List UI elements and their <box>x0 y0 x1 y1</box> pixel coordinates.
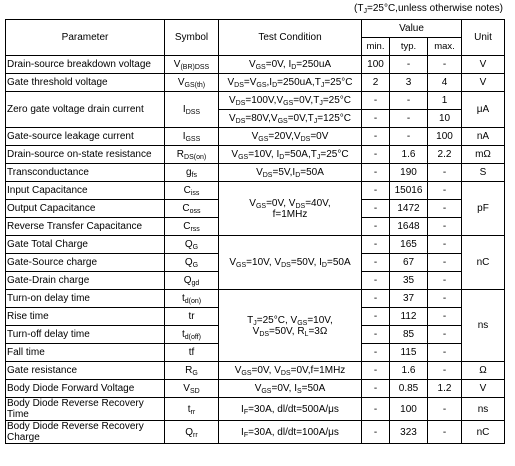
table-row <box>6 74 505 92</box>
min-cell: 100 <box>362 56 390 74</box>
symbol-cell: $V_{SD}$ <box>165 380 219 398</box>
min-cell: - <box>362 164 390 182</box>
max-cell: - <box>428 421 462 444</box>
parameter-cell: Turn-on delay time <box>6 290 165 308</box>
parameter-cell: Gate-source leakage current <box>6 128 165 146</box>
symbol-cell: $Q_G$ <box>165 236 219 254</box>
min-cell: - <box>362 110 390 128</box>
table-row <box>6 236 505 254</box>
condition-cell: $I_F=30A$, dl/dt=100A/μs <box>219 421 362 444</box>
typ-cell: 3 <box>390 74 428 92</box>
min-cell: - <box>362 128 390 146</box>
unit-cell: V <box>462 74 505 92</box>
header-test-condition: Test Condition <box>219 20 362 56</box>
typ-cell: 323 <box>390 421 428 444</box>
unit-cell: ns <box>462 398 505 421</box>
min-cell: - <box>362 182 390 200</box>
parameter-cell: Gate resistance <box>6 362 165 380</box>
min-cell: - <box>362 380 390 398</box>
typ-cell: - <box>390 56 428 74</box>
condition-cell: $T_J=25^\circ C$, $V_{GS}=10V$, $V_{DS}=50V$, $R_L=3\Omega$ <box>219 290 362 362</box>
header-value: Value <box>362 20 462 38</box>
symbol-cell: $C_{rss}$ <box>165 218 219 236</box>
min-cell: - <box>362 272 390 290</box>
typ-cell: 1.6 <box>390 362 428 380</box>
condition-cell: $V_{DS}=80V,V_{GS}=0V,T_J=125^\circ C$ <box>219 110 362 128</box>
symbol-cell: tr <box>165 308 219 326</box>
min-cell: - <box>362 236 390 254</box>
min-cell: - <box>362 200 390 218</box>
max-cell: - <box>428 290 462 308</box>
header-symbol: Symbol <box>165 20 219 56</box>
condition-cell: $I_F=30A$, dl/dt=500A/μs <box>219 398 362 421</box>
parameter-cell: Fall time <box>6 344 165 362</box>
min-cell: - <box>362 362 390 380</box>
min-cell: - <box>362 421 390 444</box>
test-condition-note: ($T_J=25^\circ C,unless$ otherwise notes) <box>354 3 503 15</box>
condition-cell: $V_{GS}=0V$, $V_{DS}=40V$, f=1MHz <box>219 182 362 236</box>
symbol-cell: $V_{GS(th)}$ <box>165 74 219 92</box>
header-typ: typ. <box>390 38 428 56</box>
max-cell: 2.2 <box>428 146 462 164</box>
symbol-cell: $R_{DS(on)}$ <box>165 146 219 164</box>
parameter-cell: Input Capacitance <box>6 182 165 200</box>
typ-cell: 67 <box>390 254 428 272</box>
unit-cell: nC <box>462 236 505 290</box>
table-row <box>6 56 505 74</box>
table-row <box>6 92 505 110</box>
max-cell: - <box>428 218 462 236</box>
unit-cell: ns <box>462 290 505 362</box>
parameter-cell: Body Diode Reverse Recovery Charge <box>6 421 165 444</box>
table-row <box>6 398 505 421</box>
max-cell: - <box>428 362 462 380</box>
max-cell: 4 <box>428 74 462 92</box>
header-parameter: Parameter <box>6 20 165 56</box>
max-cell: - <box>428 308 462 326</box>
header-min: min. <box>362 38 390 56</box>
unit-cell: V <box>462 380 505 398</box>
symbol-cell: $C_{oss}$ <box>165 200 219 218</box>
symbol-cell: $I_{GSS}$ <box>165 128 219 146</box>
typ-cell: 115 <box>390 344 428 362</box>
min-cell: - <box>362 344 390 362</box>
min-cell: - <box>362 218 390 236</box>
typ-cell: 85 <box>390 326 428 344</box>
table-row <box>6 182 505 200</box>
typ-cell: 1.6 <box>390 146 428 164</box>
max-cell: - <box>428 200 462 218</box>
parameter-cell: Gate-Source charge <box>6 254 165 272</box>
unit-cell: nC <box>462 421 505 444</box>
parameter-cell: Turn-off delay time <box>6 326 165 344</box>
symbol-cell: $t_{rr}$ <box>165 398 219 421</box>
symbol-cell: $I_{DSS}$ <box>165 92 219 128</box>
min-cell: - <box>362 254 390 272</box>
condition-cell: $V_{GS}=10V$, $V_{DS}=50V$, $I_D=50A$ <box>219 236 362 290</box>
max-cell: - <box>428 272 462 290</box>
max-cell: 10 <box>428 110 462 128</box>
header-max: max. <box>428 38 462 56</box>
min-cell: - <box>362 308 390 326</box>
parameter-cell: Reverse Transfer Capacitance <box>6 218 165 236</box>
unit-cell: μA <box>462 92 505 128</box>
symbol-cell: $t_{d(off)}$ <box>165 326 219 344</box>
symbol-cell: $R_G$ <box>165 362 219 380</box>
min-cell: - <box>362 146 390 164</box>
parameter-cell: Body Diode Forward Voltage <box>6 380 165 398</box>
typ-cell: 100 <box>390 398 428 421</box>
symbol-cell: $C_{iss}$ <box>165 182 219 200</box>
parameter-cell: Zero gate voltage drain current <box>6 92 165 128</box>
unit-cell: pF <box>462 182 505 236</box>
min-cell: - <box>362 92 390 110</box>
condition-cell: $V_{DS}=V_{GS},I_D=250uA,T_J=25^\circ C$ <box>219 74 362 92</box>
electrical-characteristics-table <box>5 19 505 444</box>
parameter-cell: Transconductance <box>6 164 165 182</box>
parameter-cell: Rise time <box>6 308 165 326</box>
table-row <box>6 128 505 146</box>
min-cell: - <box>362 326 390 344</box>
typ-cell: 1648 <box>390 218 428 236</box>
unit-cell: S <box>462 164 505 182</box>
max-cell: 100 <box>428 128 462 146</box>
typ-cell: 15016 <box>390 182 428 200</box>
symbol-cell: $Q_{gd}$ <box>165 272 219 290</box>
unit-cell: V <box>462 56 505 74</box>
typ-cell: 112 <box>390 308 428 326</box>
table-row <box>6 164 505 182</box>
symbol-cell: $Q_G$ <box>165 254 219 272</box>
typ-cell: - <box>390 110 428 128</box>
unit-cell: nA <box>462 128 505 146</box>
typ-cell: 190 <box>390 164 428 182</box>
min-cell: - <box>362 290 390 308</box>
condition-cell: $V_{GS}=20V,V_{DS}=0V$ <box>219 128 362 146</box>
max-cell: 1 <box>428 92 462 110</box>
parameter-cell: Gate Total Charge <box>6 236 165 254</box>
parameter-cell: Body Diode Reverse Recovery Time <box>6 398 165 421</box>
typ-cell: - <box>390 92 428 110</box>
typ-cell: 37 <box>390 290 428 308</box>
max-cell: - <box>428 398 462 421</box>
condition-cell: $V_{DS}=100V,V_{GS}=0V,T_J=25^\circ C$ <box>219 92 362 110</box>
table-row <box>6 290 505 308</box>
condition-cell: $V_{GS}=0V$, $V_{DS}=0V,f=1MHz$ <box>219 362 362 380</box>
parameter-cell: Drain-source on-state resistance <box>6 146 165 164</box>
condition-cell: $V_{GS}=0V$, $I_D=250uA$ <box>219 56 362 74</box>
max-cell: - <box>428 254 462 272</box>
unit-cell: Ω <box>462 362 505 380</box>
header-unit: Unit <box>462 20 505 56</box>
max-cell: - <box>428 326 462 344</box>
table-row <box>6 146 505 164</box>
max-cell: - <box>428 236 462 254</box>
max-cell: - <box>428 56 462 74</box>
symbol-cell: $t_{d(on)}$ <box>165 290 219 308</box>
typ-cell: 35 <box>390 272 428 290</box>
max-cell: - <box>428 182 462 200</box>
condition-cell: $V_{DS}=5V,I_D=50A$ <box>219 164 362 182</box>
max-cell: - <box>428 344 462 362</box>
parameter-cell: Drain-source breakdown voltage <box>6 56 165 74</box>
typ-cell: - <box>390 128 428 146</box>
table-row <box>6 380 505 398</box>
unit-cell: mΩ <box>462 146 505 164</box>
min-cell: - <box>362 398 390 421</box>
symbol-cell: $V_{(BR)DSS}$ <box>165 56 219 74</box>
typ-cell: 1472 <box>390 200 428 218</box>
typ-cell: 0.85 <box>390 380 428 398</box>
table-row <box>6 421 505 444</box>
max-cell: - <box>428 164 462 182</box>
condition-cell: $V_{GS}=10V$, $I_D=50A,T_J=25^\circ C$ <box>219 146 362 164</box>
parameter-cell: Gate threshold voltage <box>6 74 165 92</box>
symbol-cell: $g_{fs}$ <box>165 164 219 182</box>
table-row <box>6 362 505 380</box>
symbol-cell: tf <box>165 344 219 362</box>
parameter-cell: Output Capacitance <box>6 200 165 218</box>
min-cell: 2 <box>362 74 390 92</box>
parameter-cell: Gate-Drain charge <box>6 272 165 290</box>
condition-cell: $V_{GS}=0V$, $I_S=50A$ <box>219 380 362 398</box>
max-cell: 1.2 <box>428 380 462 398</box>
typ-cell: 165 <box>390 236 428 254</box>
symbol-cell: $Q_{rr}$ <box>165 421 219 444</box>
header-row <box>6 20 505 38</box>
